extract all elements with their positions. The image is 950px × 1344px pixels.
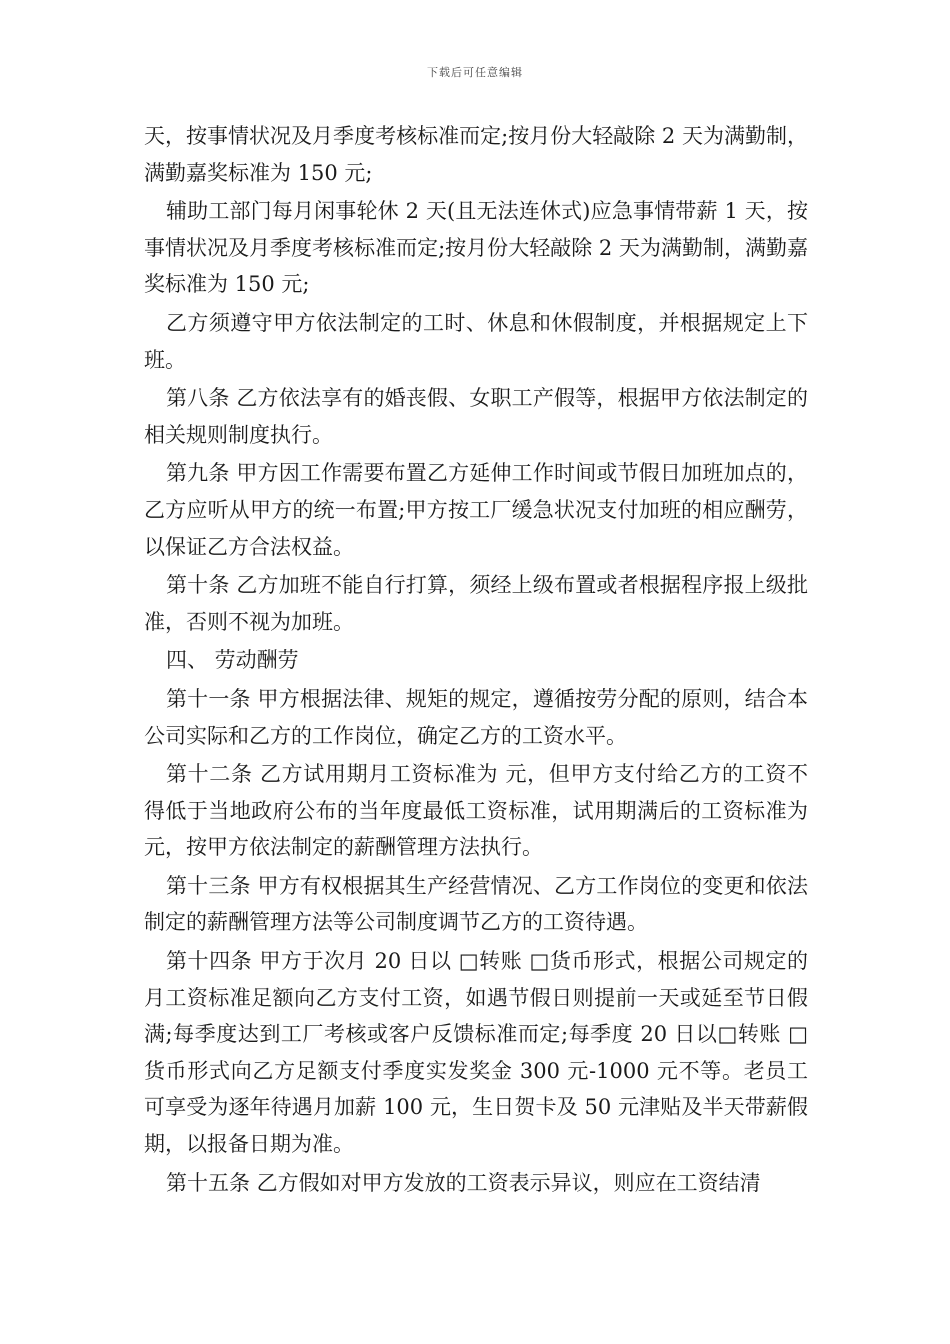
paragraph: 第十二条 乙方试用期月工资标准为 元，但甲方支付给乙方的工资不得低于当地政府公布的当年度最低工资标准，试用期满后的工资标准为 元，按甲方依法制定的薪酬管理方法执行。: [144, 762, 808, 860]
paragraph: 第十一条 甲方根据法律、规矩的规定，遵循按劳分配的原则，结合本公司实际和乙方的工作岗位，确定乙方的工资水平。: [144, 686, 808, 748]
paragraph: 乙方须遵守甲方依法制定的工时、休息和休假制度，并根据规定上下班。: [144, 310, 808, 372]
paragraph: 辅助工部门每月闲事轮休 2 天(且无法连休式)应急事情带薪 1 天，按事情状况及月季度考核标准而定;按月份大轻敲除 2 天为满勤制，满勤嘉奖标准为 150 元;: [144, 199, 808, 297]
paragraph: 第十五条 乙方假如对甲方发放的工资表示异议，则应在工资结清: [166, 1170, 761, 1195]
paragraph: 第十条 乙方加班不能自行打算，须经上级布置或者根据程序报上级批准，否则不视为加班。: [144, 573, 808, 634]
paragraph: 第十四条 甲方于次月 20 日以 □转账 □货币形式，根据公司规定的月工资标准足额向乙方支付工资，如遇节假日则提前一天或延至节日假满;每季度达到工厂考核或客户反馈标准而定;每季度 20 日以□转账 □货币形式向乙方足额支付季度实发奖金 300 元-1000 元不等。老员工可享受为逐年待遇月加薪 100 元，生日贺卡及 50 元津贴及半天带薪假期，以报备日期为准。: [144, 949, 808, 1157]
paragraph: 第十三条 甲方有权根据其生产经营情况、乙方工作岗位的变更和依法制定的薪酬管理方法等公司制度调节乙方的工资待遇。: [144, 873, 808, 935]
section-heading: 四、 劳动酬劳: [166, 648, 299, 673]
page-header: 下载后可任意编辑: [427, 66, 523, 79]
paragraph: 第八条 乙方依法享有的婚丧假、女职工产假等，根据甲方依法制定的相关规则制度执行。: [144, 386, 808, 447]
paragraph: 第九条 甲方因工作需要布置乙方延伸工作时间或节假日加班加点的，乙方应听从甲方的统一布置;甲方按工厂缓急状况支付加班的相应酬劳，以保证乙方合法权益。: [144, 461, 808, 559]
document-body: [144, 118, 808, 1203]
paragraph: 天，按事情状况及月季度考核标准而定;按月份大轻敲除 2 天为满勤制，满勤嘉奖标准为 150 元;: [144, 124, 808, 185]
